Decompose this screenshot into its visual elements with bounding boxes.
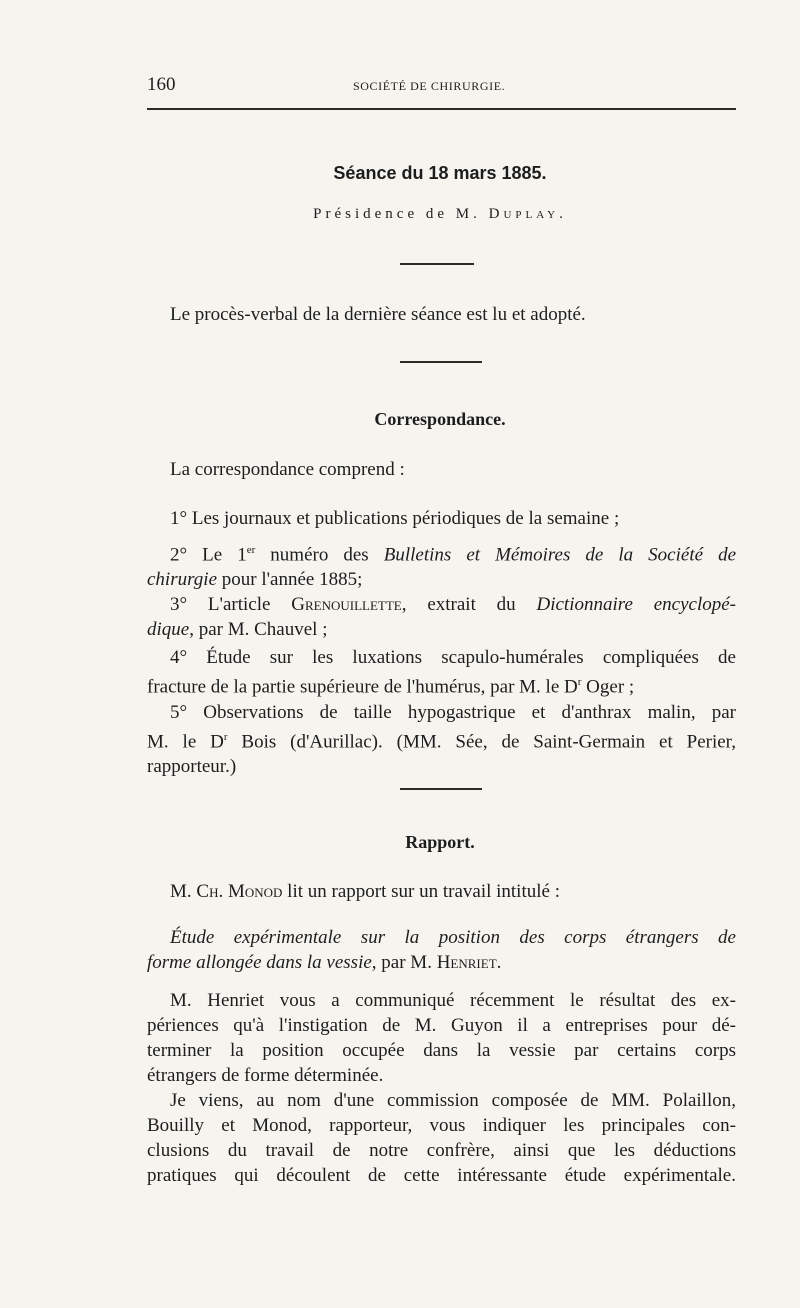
session-title: Séance du 18 mars 1885. bbox=[333, 163, 547, 183]
rapport-paragraph-2 bbox=[147, 1088, 736, 1188]
work-title-line-2 bbox=[147, 950, 736, 975]
item-2-text: 2° Le 1 bbox=[170, 544, 247, 566]
item-3-line-1 bbox=[147, 592, 736, 617]
minutes-text: Le procès-verbal de la dernière séance est lu et adopté. bbox=[170, 304, 586, 325]
separator-rule bbox=[400, 361, 482, 363]
rapport-paragraph-1 bbox=[147, 988, 736, 1088]
item-3-text: , extrait du bbox=[401, 594, 537, 615]
item-5-text: M. le D bbox=[147, 731, 224, 753]
correspondance-intro: La correspondance comprend : bbox=[170, 459, 405, 480]
correspondance-heading: Correspondance. bbox=[374, 409, 506, 429]
item-3-text: , par M. Chauvel ; bbox=[189, 619, 328, 640]
work-title-text: , par M. bbox=[371, 952, 437, 973]
item-5-line-1: 5° Observations de taille hypogastrique et d'anthrax malin, par bbox=[170, 702, 736, 723]
item-2-line-1 bbox=[147, 538, 736, 567]
work-title-line-1 bbox=[147, 925, 736, 950]
item-4-line-1: 4° Étude sur les luxations scapulo-humérales compliquées de bbox=[170, 647, 736, 668]
correspondance-item-5 bbox=[147, 700, 736, 779]
paragraph-2-line: pratiques qui découlent de cette intéressante étude expérimentale. bbox=[147, 1165, 736, 1186]
paragraph-1-line: périences qu'à l'instigation de M. Guyon il a entreprises pour dé- bbox=[147, 1015, 736, 1036]
item-2-italic: Bulletins et Mémoires de la Société de bbox=[383, 544, 737, 566]
item-2-text: numéro des bbox=[255, 544, 384, 566]
item-3-line-2 bbox=[147, 617, 736, 642]
paragraph-2-line: Je viens, au nom d'une commission composée de MM. Polaillon, bbox=[170, 1090, 736, 1111]
correspondance-item-1: 1° Les journaux et publications périodiques de la semaine ; bbox=[170, 508, 620, 529]
rapport-work-title bbox=[147, 925, 736, 975]
rapport-intro bbox=[170, 879, 560, 904]
superscript: er bbox=[246, 544, 256, 556]
running-title: SOCIÉTÉ DE CHIRURGIE. bbox=[353, 79, 506, 93]
item-4-text: fracture de la partie supérieure de l'humérus, par M. le D bbox=[147, 676, 578, 698]
paragraph-1-line: étrangers de forme déterminée. bbox=[147, 1065, 384, 1086]
item-5-line-3: rapporteur.) bbox=[147, 756, 237, 778]
separator-rule bbox=[400, 263, 474, 265]
presidence-suffix: . bbox=[559, 206, 567, 222]
item-5-line-2 bbox=[147, 725, 736, 754]
item-3-smallcaps: Grenouillette bbox=[291, 594, 402, 615]
correspondance-item-4 bbox=[147, 645, 736, 699]
superscript: r bbox=[223, 731, 228, 743]
rapport-heading: Rapport. bbox=[405, 832, 475, 852]
rapport-intro-text: lit un rapport sur un travail intitulé : bbox=[282, 881, 560, 902]
presidence-prefix: Présidence de M. bbox=[313, 206, 489, 222]
presidence-name: Duplay bbox=[488, 206, 560, 222]
item-4-line-2 bbox=[147, 670, 736, 699]
page-number: 160 bbox=[147, 74, 176, 95]
item-3-italic: dique bbox=[147, 619, 190, 640]
work-title-smallcaps: Henriet bbox=[436, 952, 497, 973]
item-2-text: pour l'année 1885; bbox=[217, 569, 363, 591]
rapport-intro-smallcaps: Ch. Monod bbox=[196, 881, 283, 902]
header-rule bbox=[147, 108, 736, 110]
item-4-text: Oger ; bbox=[581, 676, 635, 698]
paragraph-2-line: Bouilly et Monod, rapporteur, vous indiquer les principales con- bbox=[147, 1115, 736, 1136]
separator-rule bbox=[400, 788, 482, 790]
correspondance-item-3 bbox=[147, 592, 736, 642]
item-3-text: 3° L'article bbox=[170, 594, 292, 615]
item-2-italic: chirurgie bbox=[147, 569, 218, 591]
paragraph-2-line: clusions du travail de notre confrère, ainsi que les déductions bbox=[147, 1140, 736, 1161]
correspondance-item-2 bbox=[147, 538, 736, 592]
paragraph-1-line: M. Henriet vous a communiqué récemment le résultat des ex- bbox=[170, 990, 736, 1011]
work-title-italic: Étude expérimentale sur la position des corps étrangers de bbox=[170, 927, 736, 948]
paragraph-1-line: terminer la position occupée dans la vessie par certains corps bbox=[147, 1040, 736, 1061]
item-3-italic: Dictionnaire encyclopé- bbox=[536, 594, 736, 615]
rapport-intro-text: M. bbox=[170, 881, 197, 902]
work-title-italic: forme allongée dans la vessie bbox=[147, 952, 372, 973]
work-title-text: . bbox=[496, 952, 502, 973]
session-presidence bbox=[0, 206, 800, 223]
superscript: r bbox=[577, 676, 582, 688]
item-2-line-2 bbox=[147, 567, 736, 592]
item-5-text: Bois (d'Aurillac). (MM. Sée, de Saint-Germain et Perier, bbox=[227, 731, 736, 753]
